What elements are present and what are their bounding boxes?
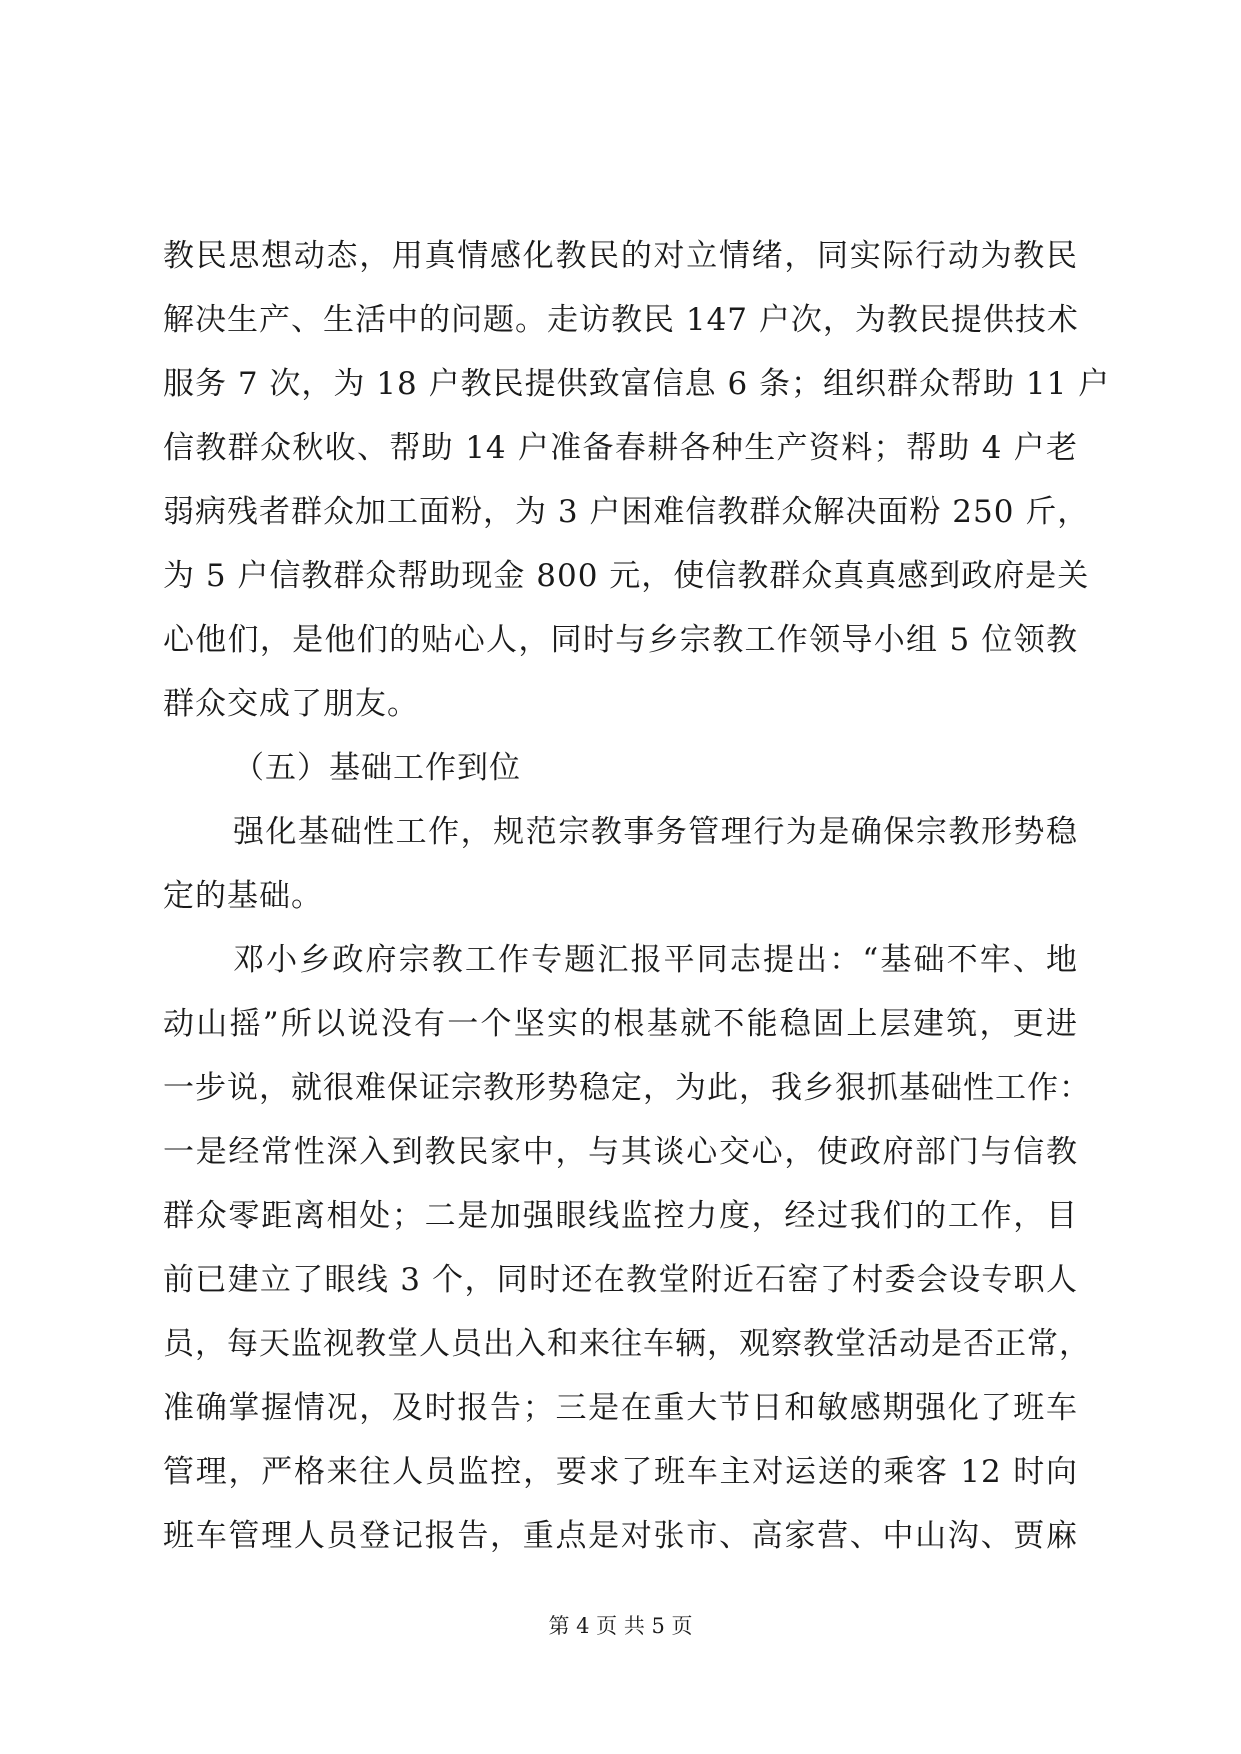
paragraph-line: 准确掌握情况，及时报告；三是在重大节日和敏感期强化了班车	[163, 1390, 1078, 1426]
paragraph-line: 群众零距离相处；二是加强眼线监控力度，经过我们的工作，目	[163, 1198, 1078, 1234]
paragraph-line: 动山摇”所以说没有一个坚实的根基就不能稳固上层建筑，更进	[163, 1006, 1078, 1042]
paragraph-line: 信教群众秋收、帮助 14 户准备春耕各种生产资料；帮助 4 户老	[163, 430, 1078, 466]
page-number-footer: 第 4 页 共 5 页	[548, 1614, 693, 1638]
paragraph-line: 班车管理人员登记报告，重点是对张市、高家营、中山沟、贾麻	[163, 1518, 1078, 1554]
paragraph-line: 一步说，就很难保证宗教形势稳定，为此，我乡狠抓基础性工作：	[163, 1070, 1091, 1106]
paragraph-line: 群众交成了朋友。	[163, 686, 419, 722]
paragraph-line: 服务 7 次，为 18 户教民提供致富信息 6 条；组织群众帮助 11 户	[163, 366, 1111, 402]
paragraph-line: 邓小乡政府宗教工作专题汇报平同志提出：“基础不牢、地	[233, 942, 1078, 978]
paragraph-line: 教民思想动态，用真情感化教民的对立情绪，同实际行动为教民	[163, 238, 1078, 274]
paragraph-line: 心他们，是他们的贴心人，同时与乡宗教工作领导小组 5 位领教	[163, 622, 1078, 658]
paragraph-line: 前已建立了眼线 3 个，同时还在教堂附近石窑了村委会设专职人	[163, 1262, 1078, 1298]
paragraph-line: 弱病残者群众加工面粉，为 3 户困难信教群众解决面粉 250 斤，	[163, 494, 1090, 530]
paragraph-line: 强化基础性工作，规范宗教事务管理行为是确保宗教形势稳	[233, 814, 1078, 850]
paragraph-line: 定的基础。	[163, 878, 323, 914]
paragraph-line: 管理，严格来往人员监控，要求了班车主对运送的乘客 12 时向	[163, 1454, 1078, 1490]
paragraph-line: 一是经常性深入到教民家中，与其谈心交心，使政府部门与信教	[163, 1134, 1078, 1170]
paragraph-line: 员，每天监视教堂人员出入和来往车辆，观察教堂活动是否正常，	[163, 1326, 1091, 1362]
section-heading: （五）基础工作到位	[233, 750, 521, 786]
paragraph-line: 为 5 户信教群众帮助现金 800 元，使信教群众真真感到政府是关	[163, 558, 1090, 594]
paragraph-line: 解决生产、生活中的问题。走访教民 147 户次，为教民提供技术	[163, 302, 1079, 338]
